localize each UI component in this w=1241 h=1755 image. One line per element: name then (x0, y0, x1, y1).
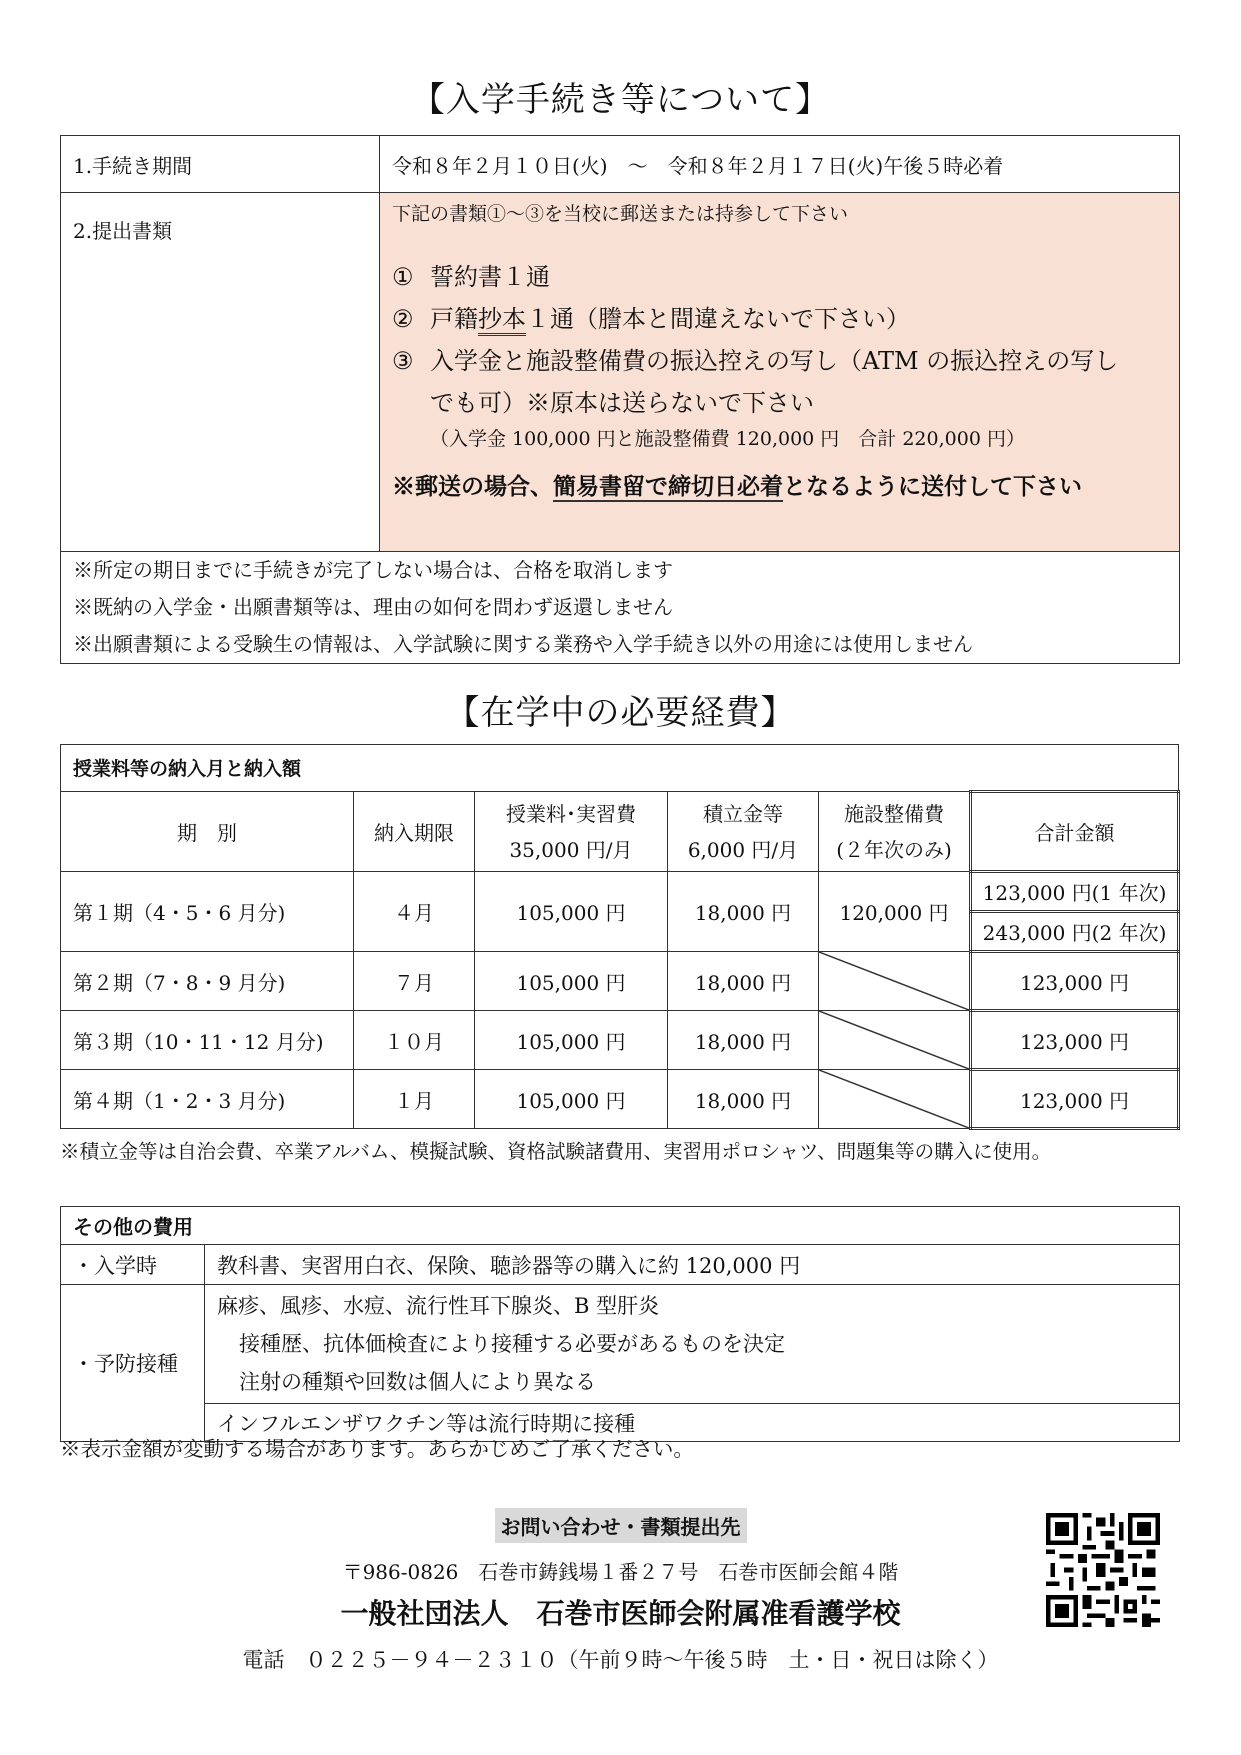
row1-total-year2: 243,000 円(2 年次) (971, 912, 1179, 952)
row3-facility-empty (819, 1011, 971, 1070)
header-facility-note: (２年次のみ) (836, 837, 952, 862)
qr-code-icon[interactable] (1046, 1513, 1160, 1627)
row1-total-year1: 123,000 円(1 年次) (971, 872, 1179, 912)
doc-item-1 (392, 256, 1167, 298)
table-row (61, 952, 1179, 1011)
row1-facility: 120,000 円 (819, 872, 971, 952)
mail-notice-text: ※郵送の場合、 (392, 473, 553, 500)
doc-item-3 (392, 340, 1167, 454)
header-facility-label: 施設整備費 (844, 801, 944, 826)
header-reserve-rate: 6,000 円/月 (687, 837, 799, 862)
section2-title: 【在学中の必要経費】 (445, 693, 796, 733)
doc-number: ③ (392, 347, 414, 375)
row2-facility-empty (819, 952, 971, 1011)
contact-heading: お問い合わせ・書類提出先 (495, 1508, 747, 1543)
header-total: 合計金額 (971, 792, 1179, 872)
doc-text: 戸籍 (430, 305, 478, 333)
row3-tuition: 105,000 円 (475, 1011, 668, 1070)
row3-total: 123,000 円 (971, 1011, 1179, 1070)
period-value: 令和８年２月１０日(火) ～ 令和８年２月１７日(火)午後５時必着 (380, 136, 1180, 193)
mail-notice (392, 468, 1167, 501)
row4-tuition: 105,000 円 (475, 1070, 668, 1129)
documents-cell (380, 193, 1180, 552)
doc-text: でも可）※原本は送らないで下さい (430, 389, 814, 417)
row2-reserve: 18,000 円 (668, 952, 819, 1011)
vaccination-list: 麻疹、風疹、水痘、流行性耳下腺炎、B 型肝炎 (217, 1294, 660, 1318)
row3-reserve: 18,000 円 (668, 1011, 819, 1070)
row4-deadline: １月 (354, 1070, 475, 1129)
header-reserve (668, 792, 819, 872)
header-tuition (475, 792, 668, 872)
tuition-table (60, 744, 1180, 1130)
doc-number: ① (392, 263, 414, 291)
diagonal-slash (819, 1011, 969, 1069)
emphasis-text: 抄本 (478, 305, 526, 336)
row1-period: 第１期（4・5・6 月分) (61, 872, 354, 952)
diagonal-slash (819, 952, 969, 1010)
note-item: ※所定の期日までに手続きが完了しない場合は、合格を取消します (73, 558, 673, 582)
doc-text: 誓約書１通 (430, 263, 550, 291)
row1-reserve: 18,000 円 (668, 872, 819, 952)
doc-item-2 (392, 298, 1167, 340)
documents-label: 2.提出書類 (61, 193, 380, 552)
row1-tuition: 105,000 円 (475, 872, 668, 952)
mail-notice-text: となるように送付して下さい (783, 473, 1082, 500)
row1-deadline: ４月 (354, 872, 475, 952)
row4-facility-empty (819, 1070, 971, 1129)
other-costs-table (60, 1206, 1180, 1442)
price-change-footnote: ※表示金額が変動する場合があります。あらかじめご了承ください。 (60, 1437, 694, 1461)
vaccination-note: 注射の種類や回数は個人により異なる (239, 1370, 596, 1394)
procedure-notes (61, 552, 1180, 664)
enrollment-value: 教科書、実習用白衣、保険、聴診器等の購入に約 120,000 円 (205, 1245, 1180, 1285)
documents-intro: 下記の書類①～③を当校に郵送または持参して下さい (392, 203, 849, 225)
section1-title: 【入学手続き等について】 (410, 80, 831, 120)
contact-phone: 電話 ０２２５－９４－２３１０（午前９時～午後５時 土・日・祝日は除く） (242, 1648, 999, 1672)
note-item: ※既納の入学金・出願書類等は、理由の如何を問わず返還しません (73, 595, 673, 619)
tuition-footnote: ※積立金等は自治会費、卒業アルバム、模擬試験、資格試験諸費用、実習用ポロシャツ、問題集等の購入に使用。 (60, 1140, 1052, 1163)
fee-breakdown: （入学金 100,000 円と施設整備費 120,000 円 合計 220,000 円） (430, 428, 1025, 450)
enrollment-label: ・入学時 (61, 1245, 205, 1285)
vaccination-details (205, 1285, 1180, 1404)
table-row (61, 1011, 1179, 1070)
header-tuition-rate: 35,000 円/月 (509, 837, 633, 862)
row3-deadline: １０月 (354, 1011, 475, 1070)
row2-total: 123,000 円 (971, 952, 1179, 1011)
row4-reserve: 18,000 円 (668, 1070, 819, 1129)
note-item: ※出願書類による受験生の情報は、入学試験に関する業務や入学手続き以外の用途には使用しません (73, 632, 973, 656)
header-facility (819, 792, 971, 872)
row4-total: 123,000 円 (971, 1070, 1179, 1129)
header-deadline: 納入期限 (354, 792, 475, 872)
influenza-note: インフルエンザワクチン等は流行時期に接種 (205, 1404, 1180, 1442)
doc-text: １通（謄本と間違えないで下さい） (526, 305, 910, 333)
contact-organization: 一般社団法人 石巻市医師会附属准看護学校 (340, 1597, 901, 1630)
header-reserve-label: 積立金等 (703, 801, 783, 826)
header-tuition-label: 授業料･実習費 (506, 801, 636, 826)
period-label: 1.手続き期間 (61, 136, 380, 193)
mail-notice-emphasis: 簡易書留で締切日必着 (553, 473, 783, 500)
table-row (61, 1070, 1179, 1129)
contact-address: 〒986-0826 石巻市鋳銭場１番２７号 石巻市医師会館４階 (342, 1560, 899, 1584)
tuition-table-caption: 授業料等の納入月と納入額 (61, 745, 1179, 792)
vaccination-note: 接種歴、抗体価検査により接種する必要があるものを決定 (239, 1332, 785, 1356)
row2-deadline: ７月 (354, 952, 475, 1011)
diagonal-slash (819, 1070, 969, 1128)
row3-period: 第３期（10・11・12 月分) (61, 1011, 354, 1070)
doc-number: ② (392, 305, 414, 333)
row2-period: 第２期（7・8・9 月分) (61, 952, 354, 1011)
row2-tuition: 105,000 円 (475, 952, 668, 1011)
header-period: 期 別 (61, 792, 354, 872)
doc-text: 入学金と施設整備費の振込控えの写し（ATM の振込控えの写し (430, 347, 1119, 375)
other-costs-caption: その他の費用 (61, 1207, 1180, 1245)
vaccination-label: ・予防接種 (61, 1285, 205, 1442)
row4-period: 第４期（1・2・3 月分) (61, 1070, 354, 1129)
admission-procedure-table (60, 135, 1180, 664)
